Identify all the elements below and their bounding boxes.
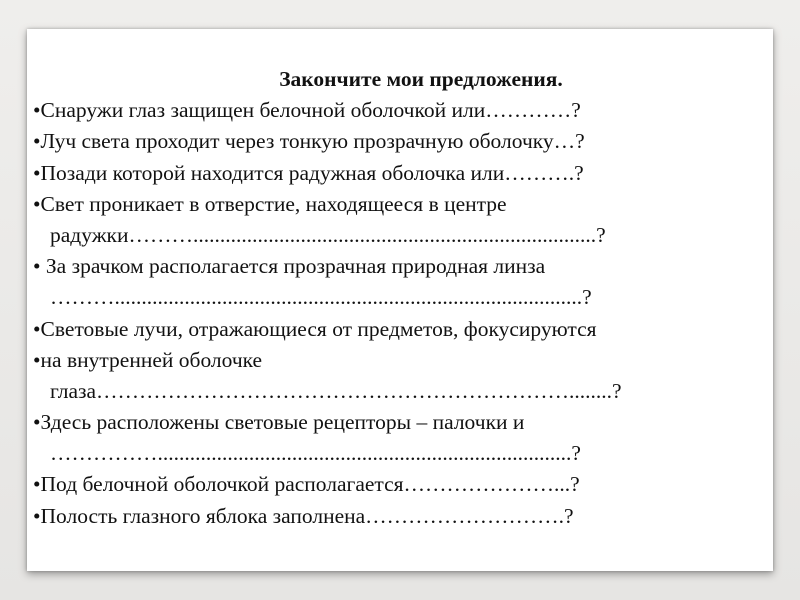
list-item-text: Здесь расположены световые рецепторы – палочки и: [40, 410, 525, 435]
list-item: [33, 469, 769, 500]
slide-title: Закончите мои предложения.: [279, 67, 563, 91]
list-item-text: Под белочной оболочкой располагается…………………...?: [40, 472, 580, 497]
list-item-continuation: …………….............................................................................?: [50, 441, 581, 466]
bullet: •: [33, 503, 41, 528]
list-item-text: на внутренней оболочке: [40, 347, 263, 372]
list-item-text: Позади которой находится радужная оболочка или……….?: [40, 160, 584, 185]
list-item: [33, 95, 769, 126]
list-item: [33, 407, 769, 438]
bullet: •: [33, 98, 41, 123]
bullet: •: [33, 347, 41, 372]
bullet: •: [33, 410, 41, 435]
list-item-text: Полость глазного яблока заполнена……………………….?: [40, 503, 574, 528]
list-item-continuation: глаза…………………………………………………………........?: [50, 378, 622, 403]
list-item: [33, 189, 769, 220]
list-item: [33, 314, 769, 345]
list-item-continuation: ……….......................................................................................?: [50, 285, 592, 310]
slide-content: [33, 64, 769, 532]
list-item: [33, 345, 769, 376]
list-item-continuation: радужки………...........................................................................?: [50, 222, 606, 247]
bullet: •: [33, 160, 41, 185]
bullet: •: [33, 254, 41, 279]
bullet: •: [33, 316, 41, 341]
list-item-text: Луч света проходит через тонкую прозрачную оболочку…?: [40, 129, 585, 154]
list-item: [33, 251, 769, 282]
slide: [27, 29, 773, 571]
bullet: •: [33, 129, 41, 154]
bullet: •: [33, 472, 41, 497]
bullet: •: [33, 191, 41, 216]
list-item-text: Световые лучи, отражающиеся от предметов, фокусируются: [40, 316, 597, 341]
list-item-text: Свет проникает в отверстие, находящееся в центре: [40, 191, 507, 216]
list-item-text: За зрачком располагается прозрачная природная линза: [40, 254, 546, 279]
list-item: [33, 158, 769, 189]
list-item: [33, 126, 769, 157]
list-item-text: Снаружи глаз защищен белочной оболочкой или…………?: [40, 98, 581, 123]
list-item: [33, 501, 769, 532]
